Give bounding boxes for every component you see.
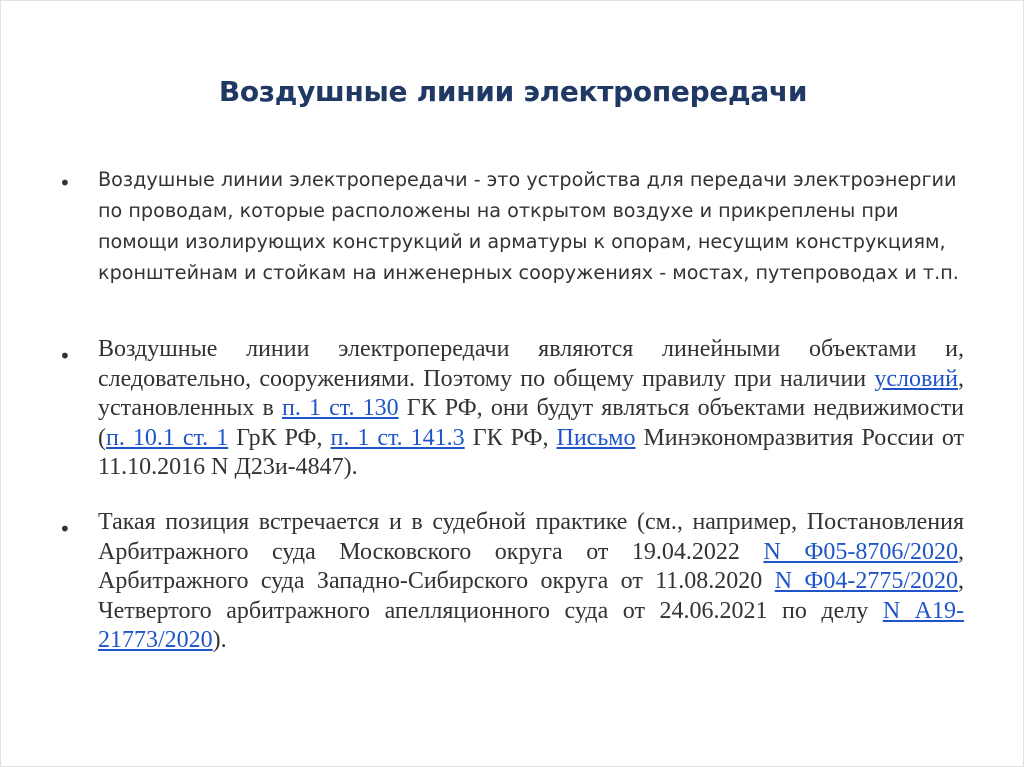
- text-segment: ГК РФ,: [464, 424, 557, 451]
- link-case-a19-21773-2020[interactable]: N А19-21773/2020: [98, 597, 965, 653]
- bullet-marker: •: [59, 171, 71, 195]
- paragraph-legal-status: [98, 335, 964, 483]
- text-segment: Воздушные линии электропередачи являются линейными объектами и, следовательно, сооружениями. Поэтому по общему правилу при наличии: [98, 336, 964, 392]
- paragraph-definition: Воздушные линии электропередачи - это устройства для передачи электроэнергии по проводам, которые расположены на открытом воздухе и прикреплены при помощи изолирующих конструкций и арматуры к опорам, несущим конструкциям, кронштейнам и стойкам на инженерных сооружениях - мостах, путепроводах и т.п.: [98, 168, 959, 284]
- link-case-f05-8706-2020[interactable]: N Ф05-8706/2020: [763, 538, 959, 565]
- link-conditions[interactable]: условий: [874, 365, 958, 392]
- link-case-f04-2775-2020[interactable]: N Ф04-2775/2020: [774, 568, 959, 594]
- text-segment: ).: [212, 627, 227, 653]
- text-segment: , Четвертого арбитражного апелляционного суда от 24.06.2021 по делу: [98, 568, 965, 624]
- bullet-marker: •: [59, 344, 71, 368]
- link-gk-article-130[interactable]: п. 1 ст. 130: [282, 395, 399, 421]
- text-segment: ГК РФ, они будут являться объектами недвижимости (: [98, 395, 964, 451]
- link-grk-article-1[interactable]: п. 10.1 ст. 1: [106, 424, 229, 451]
- text-segment: , Арбитражного суда Западно-Сибирского округа от 11.08.2020: [98, 538, 965, 594]
- link-gk-article-141-3[interactable]: п. 1 ст. 141.3: [330, 424, 465, 451]
- slide-title: Воздушные линии электропередачи: [218, 75, 808, 108]
- bullet-marker: •: [59, 517, 71, 541]
- text-segment: Такая позиция встречается и в судебной практике (см., например, Постановления Арбитражного суда Московского округа от 19.04.2022: [98, 509, 964, 565]
- text-segment: , установленных в: [98, 365, 964, 421]
- link-letter[interactable]: Письмо: [556, 424, 636, 451]
- text-segment: ГрК РФ,: [228, 424, 331, 451]
- text-segment: Минэкономразвития России от 11.10.2016 N Д23и-4847).: [98, 424, 964, 480]
- paragraph-court-practice: [98, 508, 964, 656]
